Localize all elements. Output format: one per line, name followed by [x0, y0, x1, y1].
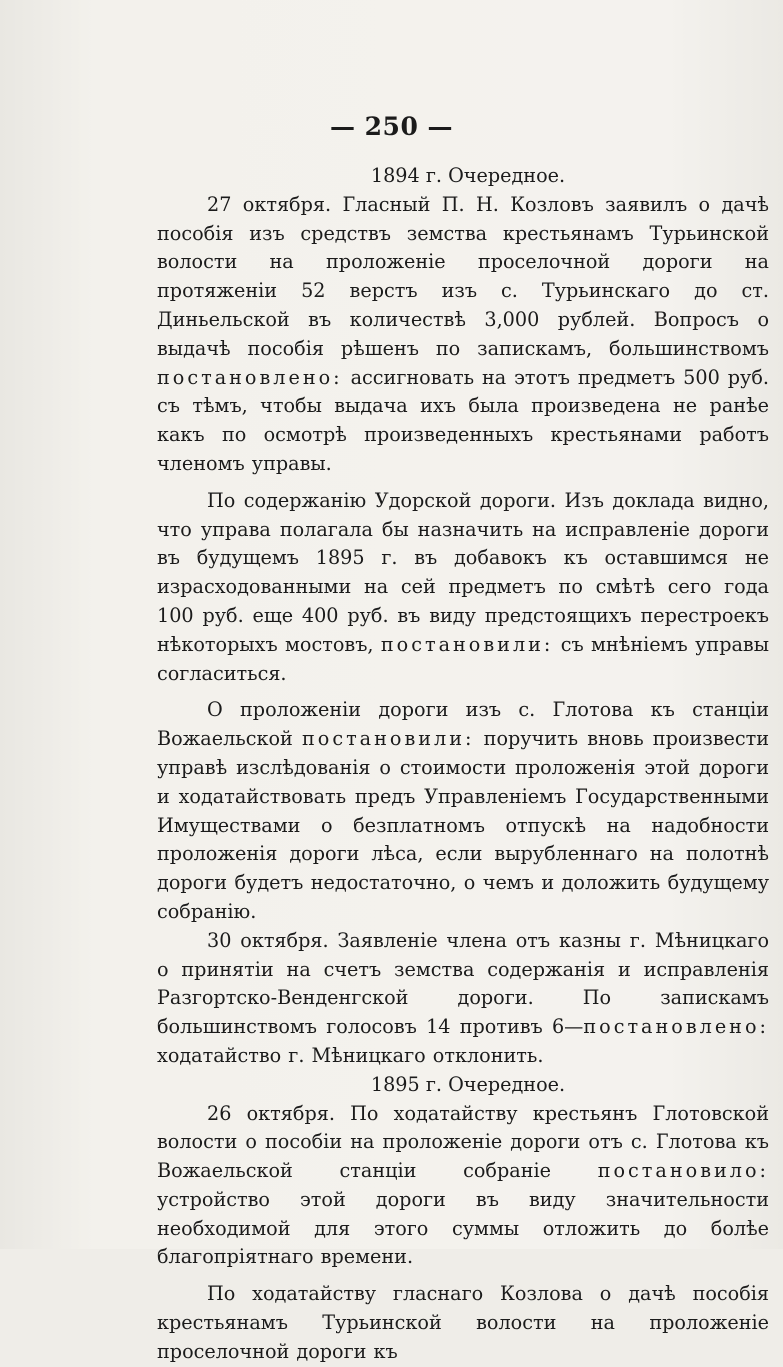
paragraph: [157, 487, 769, 689]
page-body: [157, 162, 769, 1367]
paragraph-text: съ мнѣніемъ управы согласиться.: [157, 632, 769, 685]
paragraph: [157, 1280, 769, 1366]
resolution-keyword: постановили:: [301, 727, 475, 751]
paragraph: [157, 1100, 769, 1273]
paragraph-text: ассигновать на этотъ предметъ 500 руб. съ тѣмъ, чтобы выдача ихъ была произведена не ранѣе какъ по осмотрѣ произведенныхъ крестьянами работъ членомъ управы.: [157, 365, 769, 475]
resolution-keyword: постановило:: [597, 1159, 769, 1183]
paragraph: [157, 191, 769, 479]
paragraph-text: По ходатайству гласнаго Козлова о дачѣ пособія крестьянамъ Турьинской волости на проложеніе проселочной дороги къ: [157, 1282, 769, 1363]
paragraph-text: ходатайство г. Мѣницкаго отклонить.: [157, 1043, 544, 1067]
section-heading: 1895 г. Очередное.: [370, 1072, 566, 1096]
paragraph-gap: [157, 688, 769, 696]
resolution-keyword: постановили:: [380, 632, 554, 656]
paragraph-text: По содержанію Удорской дороги. Изъ доклада видно, что управа полагала бы назначить на исправленіе дороги въ будущемъ 1895 г. въ добавокъ къ оставшимся не израсходованными на сей предметъ по смѣтѣ сего года 100 руб. еще 400 руб. въ виду предстоящихъ перестроекъ нѣкоторыхъ мостовъ,: [157, 488, 769, 656]
paragraph-text: О проложеніи дороги изъ с. Глотова къ станціи Вожаельской: [157, 698, 769, 751]
paragraph-text: 30 октября. Заявленіе члена отъ казны г. Мѣницкаго о принятіи на счетъ земства содержанія и исправленія Разгортско-Венденгской дороги. По запискамъ большинствомъ голосовъ 14 противъ 6—: [157, 928, 769, 1039]
paragraph: [157, 927, 769, 1071]
paragraph: [157, 696, 769, 926]
paragraph-text: 27 октября. Гласный П. Н. Козловъ заявилъ о дачѣ пособія изъ средствъ земства крестьянамъ Турьинской волости на проложеніе проселочной дороги на протяженіи 52 верстъ изъ с. Турьинскаго до ст. Диньельской въ количествѣ 3,000 рублей. Вопросъ о выдачѣ пособія рѣшенъ по запискамъ, большинствомъ: [157, 192, 769, 360]
paragraph-gap: [157, 479, 769, 487]
paragraph-text: 26 октября. По ходатайству крестьянъ Глотовской волости о пособіи на проложеніе дороги отъ с. Глотова къ Вожаельской станціи собраніе: [157, 1101, 769, 1183]
section-heading: 1894 г. Очередное.: [370, 164, 566, 187]
resolution-keyword: постановлено:: [157, 365, 343, 389]
paragraph-gap: [157, 1272, 769, 1280]
paragraph-text: устройство этой дороги въ виду значительности необходимой для этого суммы отложить до болѣе благопріятнаго времени.: [157, 1187, 769, 1269]
paragraph-text: поручить вновь произвести управѣ изслѣдованія о стоимости проложенія этой дороги и ходатайствовать предъ Управленіемъ Государственными Имуществами о безплатномъ отпускѣ на надобности проложенія дороги лѣса, если вырубленнаго на полотнѣ дороги будетъ недостаточно, о чемъ и доложить будущему собранію.: [157, 727, 769, 923]
page-number: — 250 —: [329, 112, 454, 141]
resolution-keyword: постановлено:: [583, 1015, 769, 1039]
